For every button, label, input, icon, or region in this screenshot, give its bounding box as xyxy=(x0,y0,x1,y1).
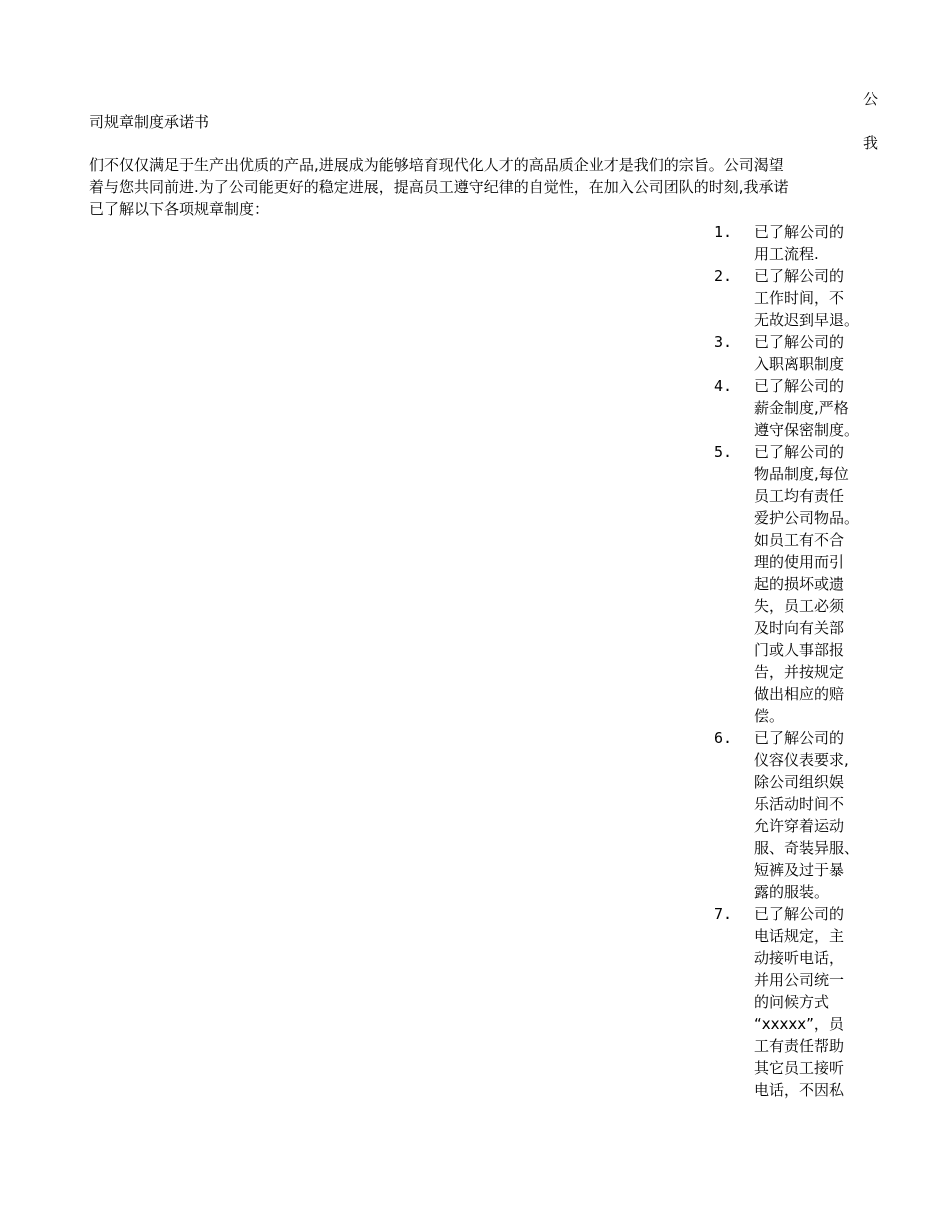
rule-number: 5. xyxy=(714,443,733,461)
rule-number: 3. xyxy=(714,333,733,351)
rule-text-line: 已了解公司的 xyxy=(754,223,845,241)
rule-text-line: 已了解公司的 xyxy=(754,267,845,285)
rule-text-line: 的问候方式 xyxy=(754,993,830,1011)
rule-text xyxy=(754,441,864,727)
rule-text xyxy=(754,903,864,1101)
rule-text-line: 允许穿着运动 xyxy=(754,817,845,835)
rule-text-line: 无故迟到早退。 xyxy=(754,311,860,329)
rule-text-line: 爱护公司物品。 xyxy=(754,509,860,527)
stray-character-gong: 公 xyxy=(863,90,879,108)
rule-text-line: 动接听电话， xyxy=(754,949,845,967)
rules-list xyxy=(714,221,874,1101)
rule-text-line: 电话，不因私 xyxy=(754,1081,845,1099)
intro-line: 着与您共同前进.为了公司能更好的稳定进展，提高员工遵守纪律的自觉性，在加入公司团队的时刻,我承诺 xyxy=(89,178,789,196)
rule-number: 4. xyxy=(714,377,733,395)
rule-text-line: 物品制度,每位 xyxy=(754,465,849,483)
rule-text-line: 已了解公司的 xyxy=(754,333,845,351)
rule-text-line: 除公司组织娱 xyxy=(754,773,845,791)
intro-line: 已了解以下各项规章制度： xyxy=(89,200,270,218)
rule-text xyxy=(754,221,864,265)
rule-item xyxy=(714,375,874,441)
rule-text-line: 薪金制度,严格 xyxy=(754,399,849,417)
rule-text-line: 起的损坏或遗 xyxy=(754,575,845,593)
rule-text-line: 已了解公司的 xyxy=(754,377,845,395)
rule-text-line: 工有责任帮助 xyxy=(754,1037,845,1055)
rule-text xyxy=(754,331,864,375)
rule-item xyxy=(714,331,874,375)
rule-item xyxy=(714,903,874,1101)
rule-text-line: 服、奇装异服、 xyxy=(754,839,860,857)
rule-item xyxy=(714,221,874,265)
rule-text-line: 门或人事部报 xyxy=(754,641,845,659)
rule-text-line: 并用公司统一 xyxy=(754,971,845,989)
rule-text-line: 用工流程. xyxy=(754,245,819,263)
rule-number: 1. xyxy=(714,223,733,241)
rule-text-line: 露的服装。 xyxy=(754,883,830,901)
rule-item xyxy=(714,441,874,727)
rule-text-line: 失，员工必须 xyxy=(754,597,845,615)
rule-text xyxy=(754,265,864,331)
rule-text-line: “xxxxx”，员 xyxy=(754,1015,844,1033)
rule-number: 2. xyxy=(714,267,733,285)
rule-text-line: 告，并按规定 xyxy=(754,663,845,681)
rule-text-line: 其它员工接听 xyxy=(754,1059,845,1077)
rule-text xyxy=(754,375,864,441)
rule-number: 7. xyxy=(714,905,733,923)
rule-text-line: 短裤及过于暴 xyxy=(754,861,845,879)
rule-text-line: 做出相应的赔 xyxy=(754,685,845,703)
rule-text xyxy=(754,727,864,903)
rule-text-line: 已了解公司的 xyxy=(754,729,845,747)
rule-item xyxy=(714,265,874,331)
intro-line: 们不仅仅满足于生产出优质的产品,进展成为能够培育现代化人才的高品质企业才是我们的宗旨。公司渴望 xyxy=(89,156,784,174)
rule-text-line: 员工均有责任 xyxy=(754,487,845,505)
rule-text-line: 如员工有不合 xyxy=(754,531,845,549)
document-title: 司规章制度承诺书 xyxy=(89,113,210,131)
rule-item xyxy=(714,727,874,903)
rule-text-line: 电话规定，主 xyxy=(754,927,845,945)
rule-text-line: 已了解公司的 xyxy=(754,905,845,923)
rule-text-line: 已了解公司的 xyxy=(754,443,845,461)
rule-text-line: 仪容仪表要求, xyxy=(754,751,849,769)
rule-text-line: 入职离职制度 xyxy=(754,355,845,373)
intro-paragraph xyxy=(89,154,859,220)
rule-text-line: 理的使用而引 xyxy=(754,553,845,571)
rule-text-line: 及时向有关部 xyxy=(754,619,845,637)
rule-text-line: 偿。 xyxy=(754,707,785,725)
rule-number: 6. xyxy=(714,729,733,747)
stray-character-wo: 我 xyxy=(863,134,879,152)
rule-text-line: 遵守保密制度。 xyxy=(754,421,860,439)
rule-text-line: 乐活动时间不 xyxy=(754,795,845,813)
rule-text-line: 工作时间，不 xyxy=(754,289,845,307)
